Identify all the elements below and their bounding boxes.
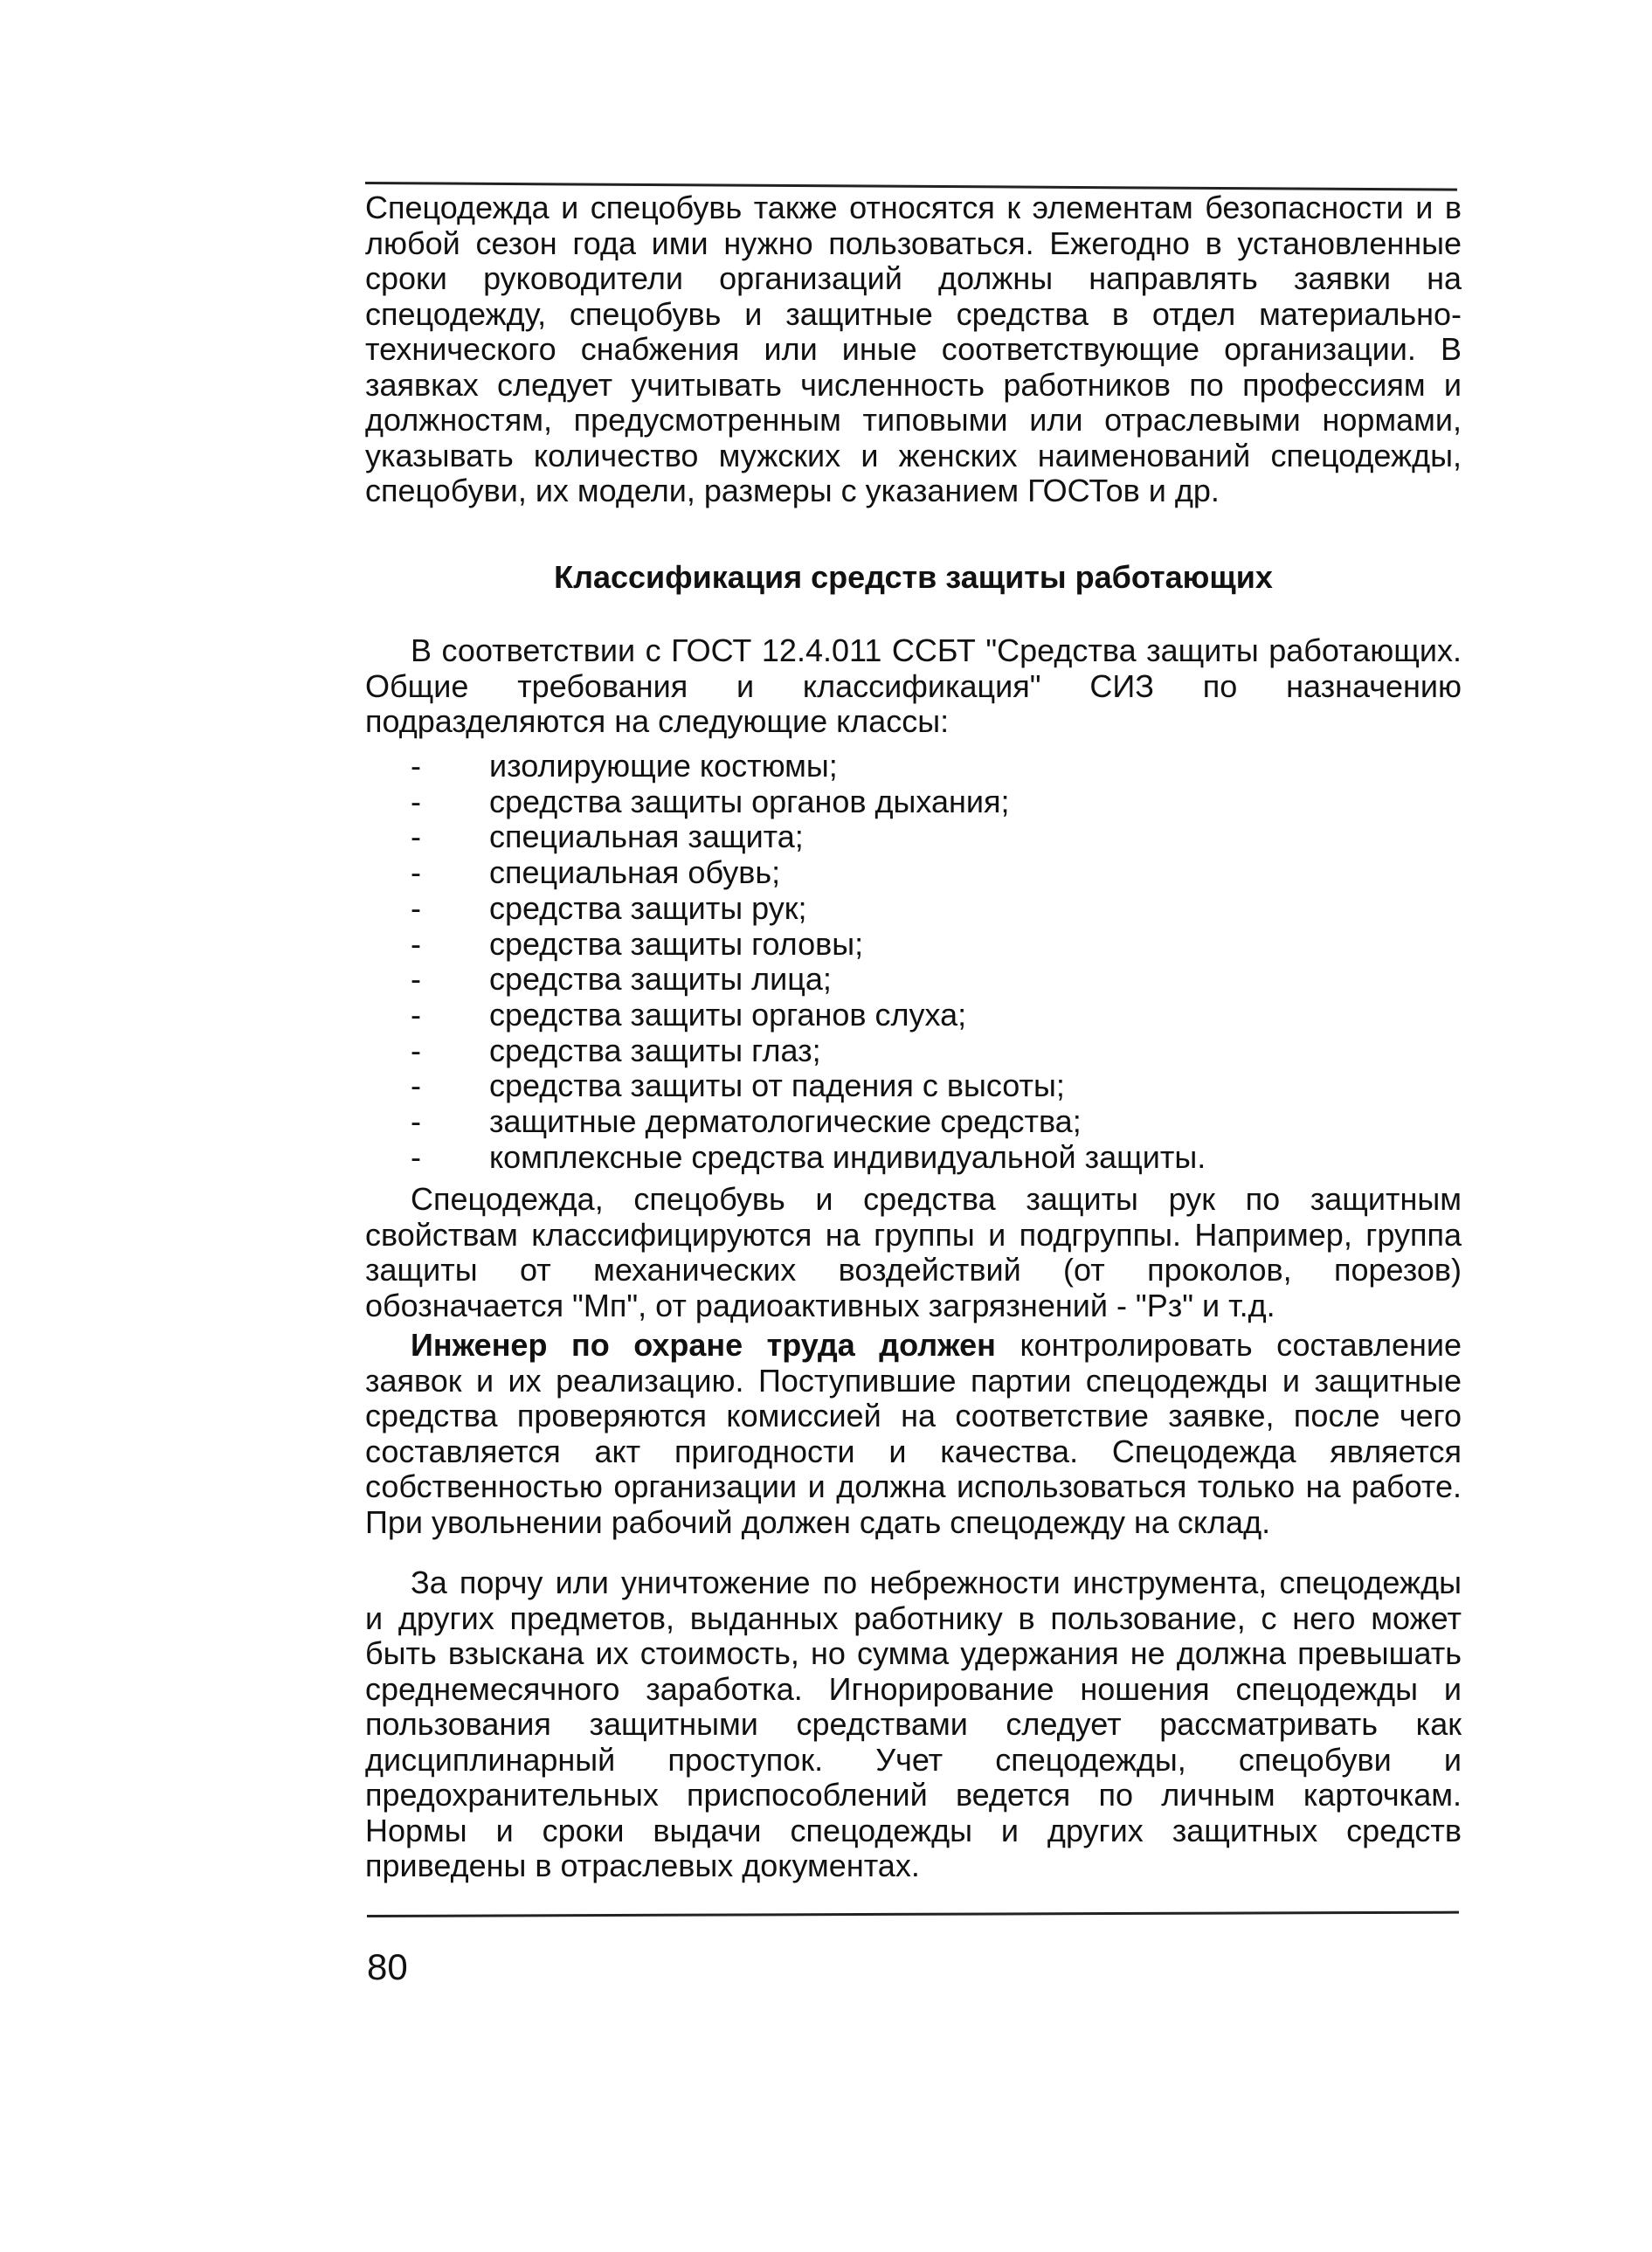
engineer-text: контролировать составление заявок и их реализацию. Поступившие партии спецодежды и защитные средства проверяются комиссией на соответствие заявке, после чего составляется акт пригодности и качества. Спецодежда является собственностью организации и должна использоваться только на работе. При увольнении рабочий должен сдать спецодежду на склад. [365, 1327, 1462, 1540]
list-item-text: средства защиты органов дыхания; [489, 783, 1010, 819]
list-dash: - [411, 925, 421, 962]
list-item-text: защитные дерматологические средства; [489, 1103, 1082, 1140]
list-item-text: изолирующие костюмы; [489, 748, 838, 784]
list-dash: - [411, 819, 421, 855]
list-dash: - [411, 996, 421, 1033]
paragraph-liability: За порчу или уничтожение по небрежности инструмента, спецодежды и других предметов, выданных работнику в пользование, с него может быть взыскана их стоимость, но сумма удержания не должна превышать среднемесячного заработка. Игнорирование ношения спецодежды и пользования защитными средствами следует рассматривать как дисциплинарный проступок. Учет спецодежды, спецобуви и предохранительных приспособлений ведется по личным карточкам. Нормы и сроки выдачи спецодежды и других защитных средств приведены в отраслевых документах. [365, 1565, 1462, 1883]
list-item [411, 1140, 1459, 1176]
list-dash: - [411, 889, 421, 926]
list-item [411, 1104, 1459, 1140]
paragraph-intro: Спецодежда и спецобувь также относятся к элементам безопасности и в любой сезон года ими нужно пользоваться. Ежегодно в установленные сроки руководители организаций должны направлять заявки на спецодежду, спецобувь и защитные средства в отдел материально-технического снабжения или иные соответствующие организации. В заявках следует учитывать численность работников по профессиям и должностям, предусмотренным типовыми или отраслевыми нормами, указывать количество мужских и женских наименований спецодежды, спецобуви, их модели, размеры с указанием ГОСТов и др. [365, 190, 1462, 508]
list-item-text: средства защиты головы; [489, 925, 864, 962]
list-item [411, 819, 1459, 855]
list-item-text: средства защиты глаз; [489, 1032, 821, 1068]
list-dash: - [411, 1067, 421, 1104]
list-item [411, 1068, 1459, 1104]
list-item [411, 855, 1459, 891]
page-number: 80 [367, 1946, 408, 1987]
section-heading: Классификация средств защиты работающих [554, 559, 1273, 595]
engineer-bold-lead: Инженер по охране труда должен [411, 1327, 996, 1363]
list-item [411, 749, 1459, 784]
list-item [411, 962, 1459, 998]
list-item-text: специальная обувь; [489, 854, 781, 891]
bottom-rule [367, 1911, 1459, 1917]
list-item-text: средства защиты органов слуха; [489, 996, 967, 1033]
list-dash: - [411, 854, 421, 891]
classes-list [411, 749, 1459, 1175]
list-dash: - [411, 1138, 421, 1175]
list-item-text: средства защиты от падения с высоты; [489, 1067, 1065, 1104]
list-item-text: комплексные средства индивидуальной защиты. [489, 1138, 1206, 1175]
list-dash: - [411, 1103, 421, 1140]
list-item [411, 784, 1459, 820]
paragraph-engineer [365, 1328, 1462, 1540]
paragraph-gost: В соответствии с ГОСТ 12.4.011 ССБТ "Средства защиты работающих. Общие требования и классификация" СИЗ по назначению подразделяются на следующие классы: [365, 632, 1462, 739]
list-item [411, 998, 1459, 1033]
list-item-text: средства защиты лица; [489, 961, 832, 998]
list-item [411, 891, 1459, 927]
list-dash: - [411, 961, 421, 998]
list-dash: - [411, 783, 421, 819]
list-dash: - [411, 1032, 421, 1068]
list-item [411, 1033, 1459, 1069]
list-item [411, 927, 1459, 963]
list-dash: - [411, 748, 421, 784]
list-item-text: средства защиты рук; [489, 889, 807, 926]
list-item-text: специальная защита; [489, 819, 804, 855]
paragraph-groups: Спецодежда, спецобувь и средства защиты рук по защитным свойствам классифицируются на группы и подгруппы. Например, группа защиты от механических воздействий (от проколов, порезов) обозначается "Мп", от радиоактивных загрязнений - "Рз" и т.д. [365, 1181, 1462, 1323]
